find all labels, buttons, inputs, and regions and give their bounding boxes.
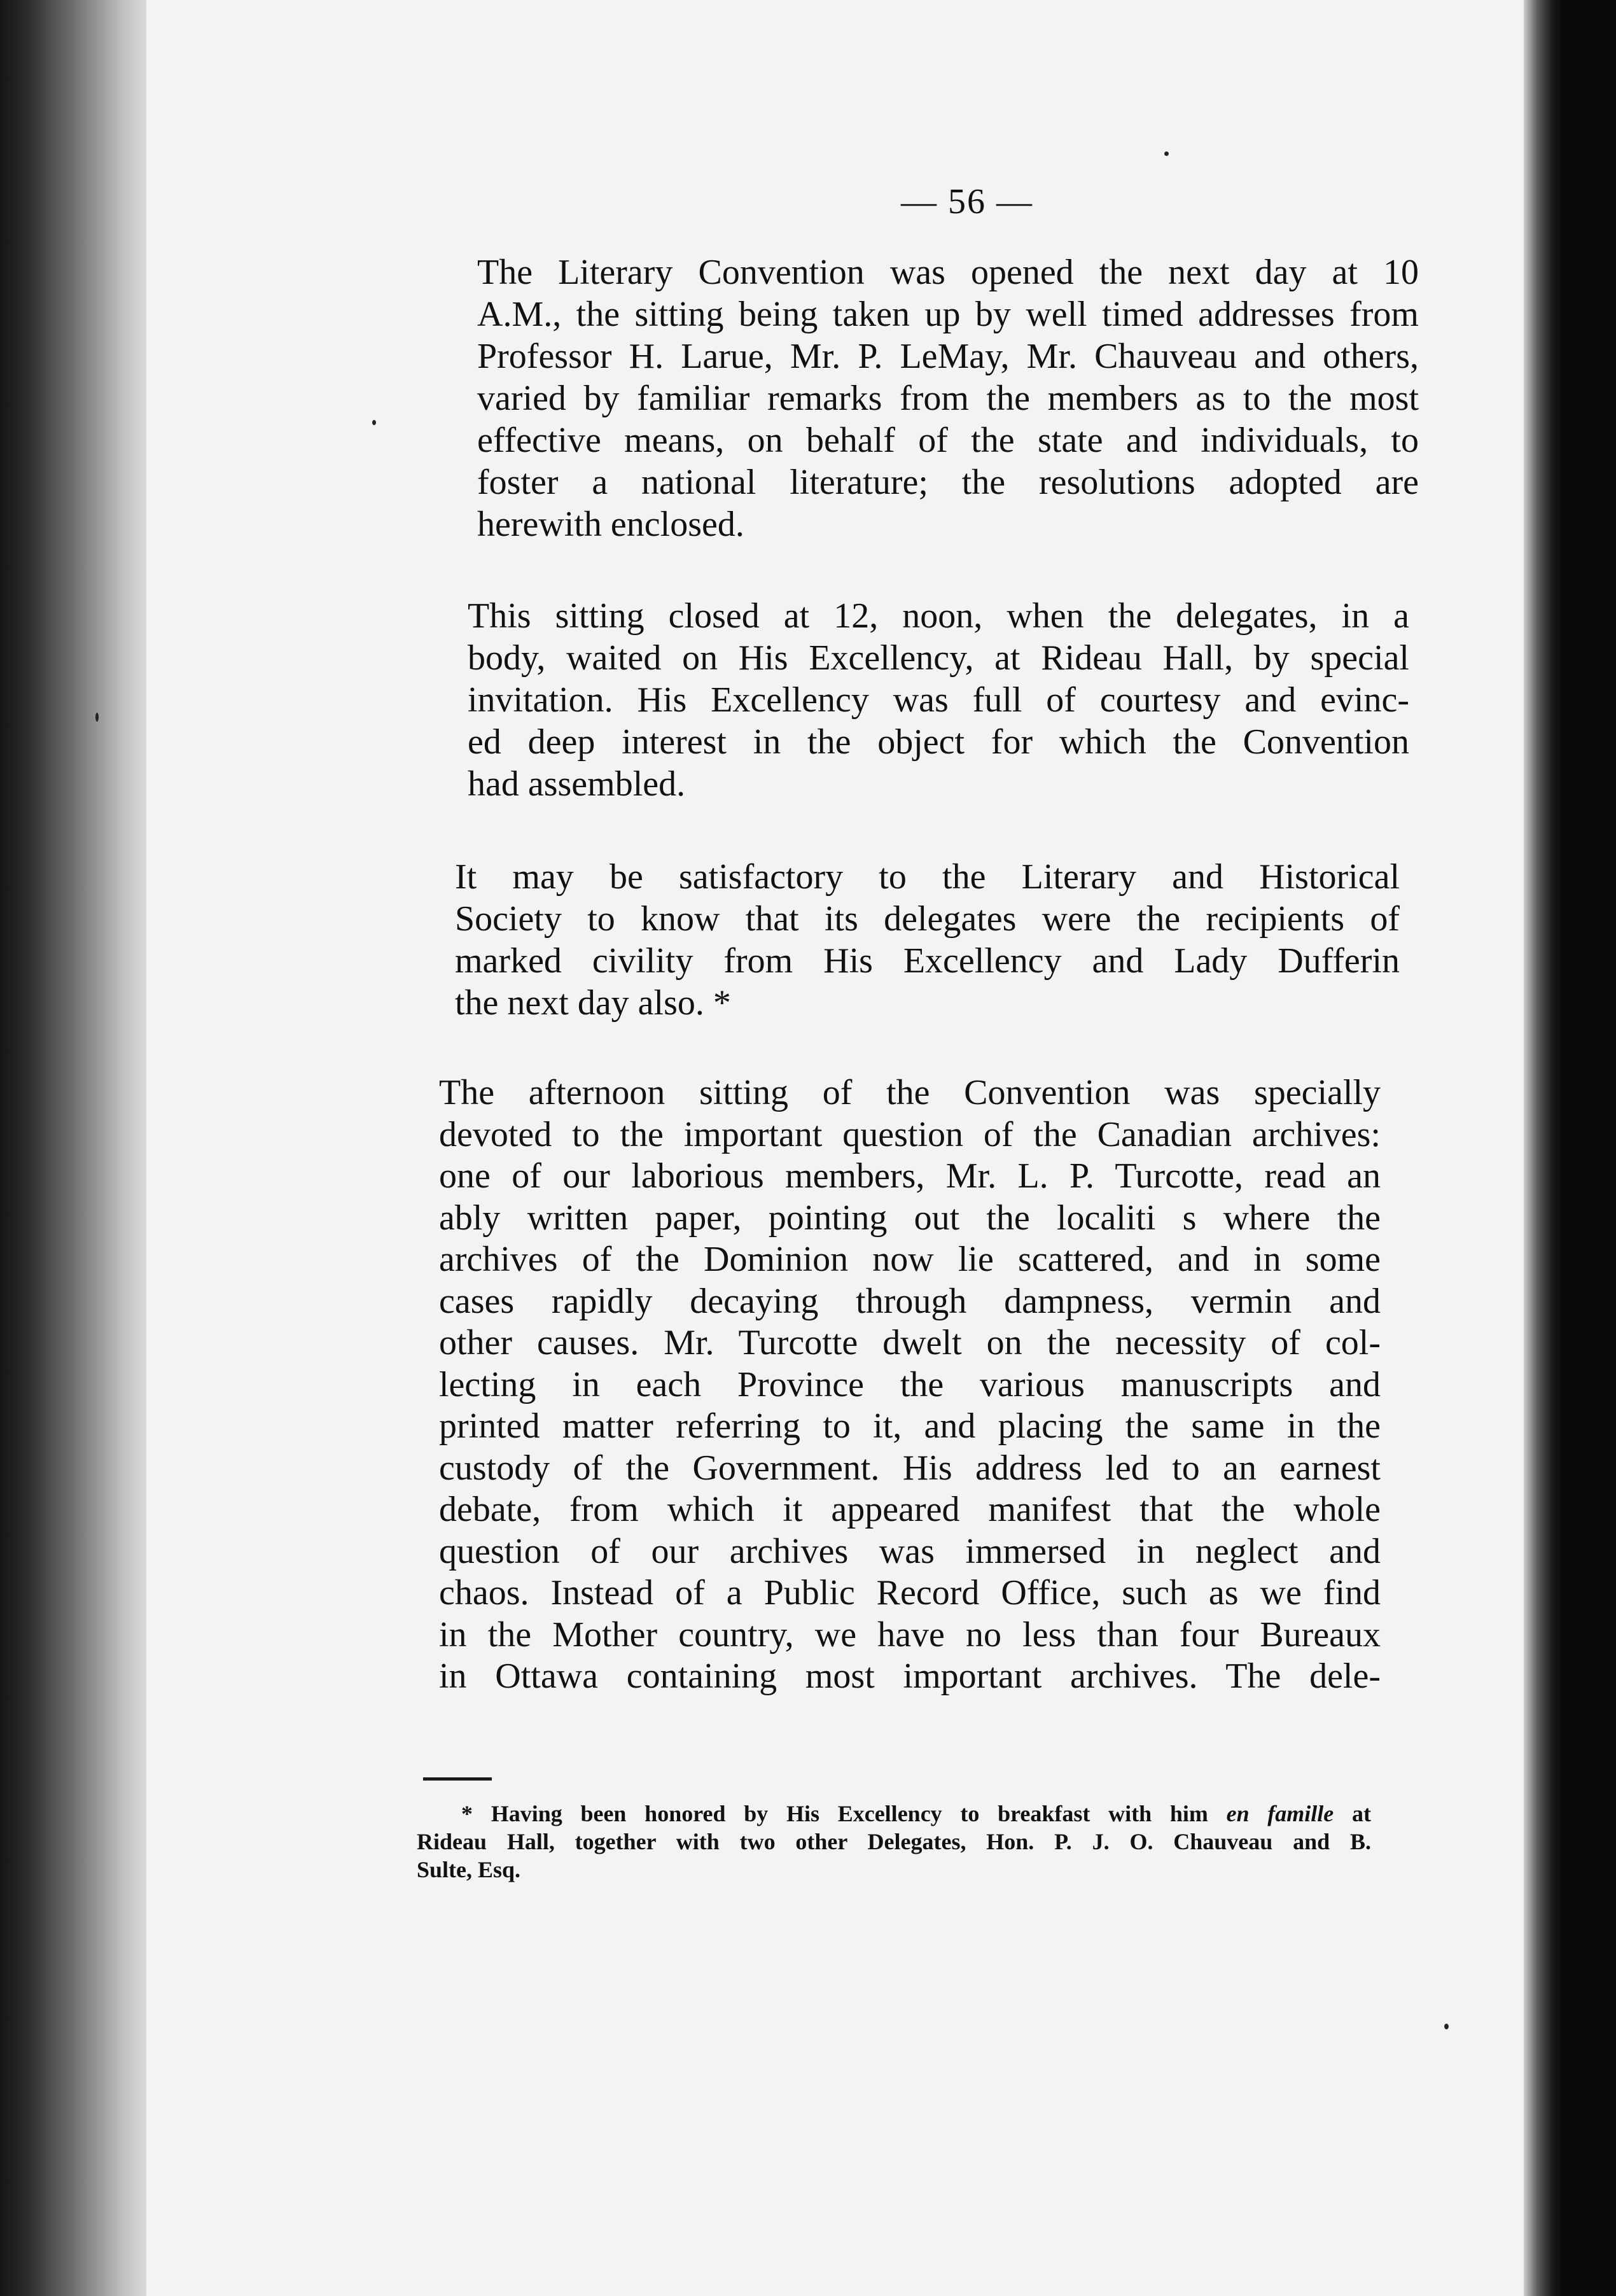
footnote-text: * Having been honored by His Excellency to breakfast with him [461,1801,1208,1826]
text-line: devoted to the important question of the Canadian archives: [439,1114,1381,1154]
footnote-line: Rideau Hall, together with two other Delegates, Hon. P. J. O. Chauveau and B. [417,1829,1371,1854]
footnote-line: Sulte, Esq. [417,1857,521,1882]
text-line: had assembled. [468,764,686,804]
paragraph-canadian-archives [439,1072,1381,1698]
text-line: in the Mother country, we have no less than four Bureaux [439,1614,1381,1655]
scan-speck [1444,2024,1449,2029]
text-line: cases rapidly decaying through dampness, vermin and [439,1281,1381,1321]
paragraph-society-delegates [455,856,1400,1024]
text-line: custody of the Government. His address led to an earnest [439,1448,1381,1488]
text-line: Society to know that its delegates were the recipients of [455,899,1400,939]
text-line: the next day also. * [455,983,731,1023]
text-line: chaos. Instead of a Public Record Office, such as we find [439,1573,1381,1613]
footnote [417,1800,1371,1884]
text-line: body, waited on His Excellency, at Rideau Hall, by special [468,638,1409,678]
text-line: debate, from which it appeared manifest that the whole [439,1490,1381,1529]
text-line: herewith enclosed. [477,505,744,544]
footnote-italic-text: en famille [1226,1801,1334,1826]
binding-shadow [1524,0,1616,2296]
scan-speck [1164,151,1169,156]
text-line: archives of the Dominion now lie scattered, and in some [439,1240,1381,1279]
paragraph-sitting-closed [468,595,1409,805]
footnote-text: at [1352,1801,1372,1826]
text-line: The afternoon sitting of the Convention was specially [439,1073,1381,1112]
text-line: effective means, on behalf of the state and individuals, to [477,421,1419,460]
text-line: in Ottawa containing most important archives. The dele- [439,1656,1381,1696]
text-line: other causes. Mr. Turcotte dwelt on the necessity of col- [439,1323,1381,1362]
text-line: The Literary Convention was opened the next day at 10 [477,253,1419,292]
text-line: one of our laborious members, Mr. L. P. Turcotte, read an [439,1156,1381,1196]
paragraph-convention-opened [477,251,1419,545]
scan-speck [95,713,99,722]
text-line: This sitting closed at 12, noon, when the delegates, in a [468,596,1409,636]
text-line: question of our archives was immersed in neglect and [439,1531,1381,1571]
text-line: printed matter referring to it, and placing the same in the [439,1406,1381,1446]
text-line: ably written paper, pointing out the localiti s where the [439,1198,1381,1238]
text-line: invitation. His Excellency was full of courtesy and evinc- [468,680,1409,720]
footnote-line [417,1800,1371,1828]
text-line: It may be satisfactory to the Literary and Historical [455,857,1400,897]
text-line: foster a national literature; the resolutions adopted are [477,463,1419,502]
scan-speck [372,420,376,425]
text-line: lecting in each Province the various manuscripts and [439,1364,1381,1404]
text-line: Professor H. Larue, Mr. P. LeMay, Mr. Chauveau and others, [477,337,1419,376]
text-line: varied by familiar remarks from the members as to the most [477,379,1419,418]
text-line: ed deep interest in the object for which the Convention [468,722,1409,762]
scan-left-edge [0,0,159,2296]
text-line: A.M., the sitting being taken up by well timed addresses from [477,295,1419,334]
page-number: — 56 — [901,182,1033,221]
footnote-rule [423,1777,492,1781]
text-line: marked civility from His Excellency and Lady Dufferin [455,941,1400,981]
